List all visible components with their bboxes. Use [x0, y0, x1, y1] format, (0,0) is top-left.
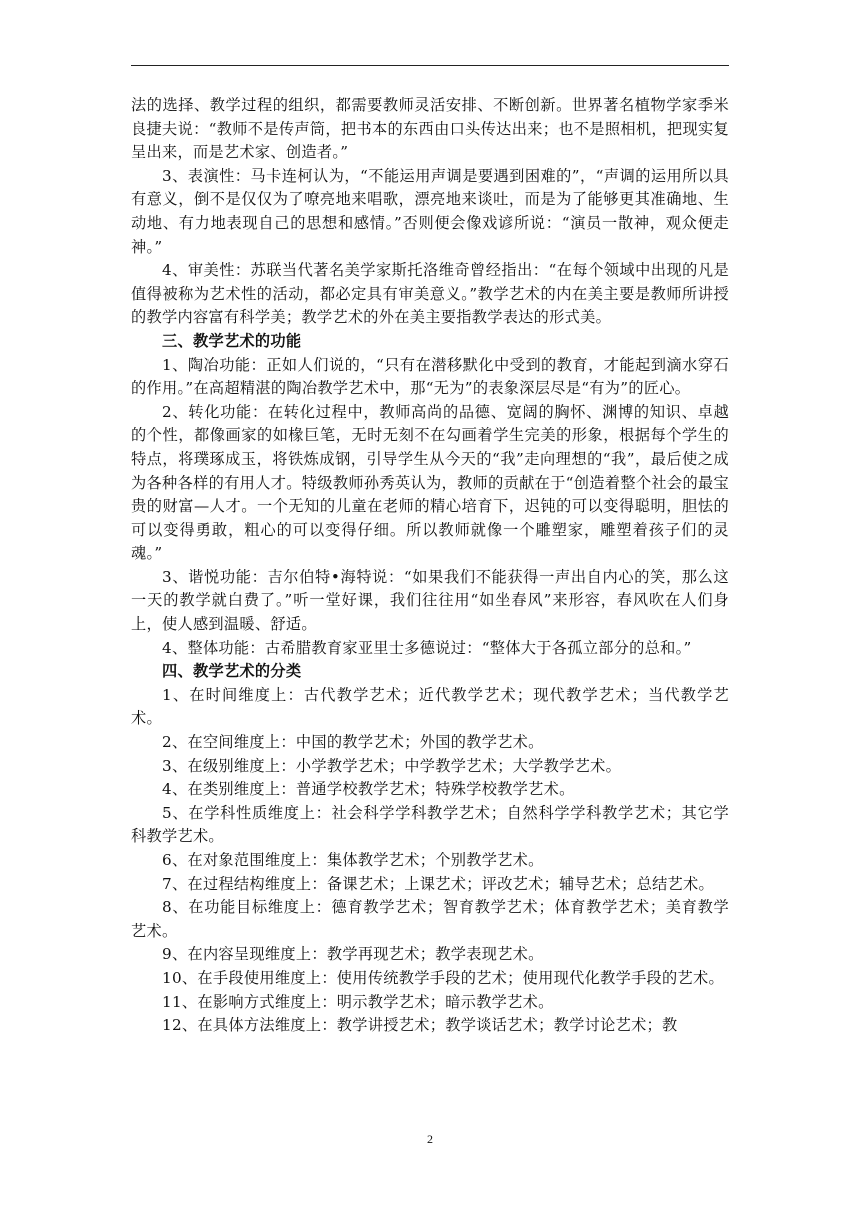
list-item: 6、在对象范围维度上：集体教学艺术；个别教学艺术。 [162, 851, 544, 869]
list-item: 4、在类别维度上：普通学校教学艺术；特殊学校教学艺术。 [162, 780, 575, 799]
section-heading-classification: 四、教学艺术的分类 [162, 662, 302, 681]
list-item: 7、在过程结构维度上：备课艺术；上课艺术；评改艺术；辅导艺术；总结艺术。 [162, 874, 715, 893]
paragraph-wholeness: 4、整体功能：古希腊教育家亚里士多德说过：“整体大于各孤立部分的总和。” [162, 638, 692, 657]
paragraph-aesthetic: 4、审美性：苏联当代著名美学家斯托洛维奇曾经指出：“在每个领域中出现的凡是值得被称为艺术性的活动，都必定具有审美意义。”教学艺术的内在美主要是教师所讲授的教学内容富有科学美；教学艺术的外在美主要指教学表达的形式美。 [131, 261, 729, 327]
list-item: 5、在学科性质维度上：社会科学学科教学艺术；自然科学学科教学艺术；其它学科教学艺术。 [131, 803, 729, 846]
paragraph-cultivation: 1、陶冶功能：正如人们说的，“只有在潜移默化中受到的教育，才能起到滴水穿石的作用。”在高超精湛的陶冶教学艺术中，那“无为”的表象深层尽是“有为”的匠心。 [131, 355, 729, 398]
paragraph-harmony: 3、谐悦功能：吉尔伯特•海特说：“如果我们不能获得一声出自内心的笑，那么这一天的教学就白费了。”听一堂好课，我们往往用“如坐春风”来形容，春风吹在人们身上，使人感到温暖、舒适。 [131, 567, 729, 634]
paragraph-transformation: 2、转化功能：在转化过程中，教师高尚的品德、宽阔的胸怀、渊博的知识、卓越的个性，都像画家的如椽巨笔，无时无刻不在勾画着学生完美的形象，根据每个学生的特点，将璞琢成玉，将铁炼成钢，引导学生从今天的“我”走向理想的“我”，最后使之成为各种各样的有用人才。特级教师孙秀英认为，教师的贡献在于“创造着整个社会的最宝贵的财富—人才。一个无知的儿童在老师的精心培育下，迟钝的可以变得聪明，胆怯的可以变得勇敢，粗心的可以变得仔细。所以教师就像一个雕塑家，雕塑着孩子们的灵魂。” [131, 402, 729, 563]
list-item: 1、在时间维度上：古代教学艺术；近代教学艺术；现代教学艺术；当代教学艺术。 [131, 685, 729, 728]
list-item: 8、在功能目标维度上：德育教学艺术；智育教学艺术；体育教学艺术；美育教学艺术。 [131, 898, 729, 940]
section-heading-functions: 三、教学艺术的功能 [162, 331, 302, 350]
document-body [131, 94, 729, 1038]
paragraph-continuation: 法的选择、教学过程的组织，都需要教师灵活安排、不断创新。世界著名植物学家季米良捷夫说：“教师不是传声筒，把书本的东西由口头传达出来；也不是照相机，把现实复呈出来，而是艺术家、创造者。” [131, 96, 729, 162]
list-item: 11、在影响方式维度上：明示教学艺术；暗示教学艺术。 [162, 992, 554, 1011]
list-item: 10、在手段使用维度上：使用传统教学手段的艺术；使用现代化教学手段的艺术。 [162, 968, 724, 987]
paragraph-performance: 3、表演性：马卡连柯认为，“不能运用声调是要遇到困难的”，“声调的运用所以具有意义，倒不是仅仅为了嘹亮地来唱歌，漂亮地来谈吐，而是为了能够更其准确地、生动地、有力地表现自己的思想和感情。”否则便会像戏谚所说：“演员一散神，观众便走神。” [131, 166, 729, 256]
list-item: 9、在内容呈现维度上：教学再现艺术；教学表现艺术。 [162, 945, 544, 964]
list-item: 12、在具体方法维度上：教学讲授艺术；教学谈话艺术；教学讨论艺术；教 [162, 1016, 678, 1035]
list-item: 3、在级别维度上：小学教学艺术；中学教学艺术；大学教学艺术。 [162, 756, 622, 775]
list-item: 2、在空间维度上：中国的教学艺术；外国的教学艺术。 [162, 733, 544, 752]
header-rule [131, 65, 729, 66]
page-number: 2 [427, 1132, 433, 1146]
